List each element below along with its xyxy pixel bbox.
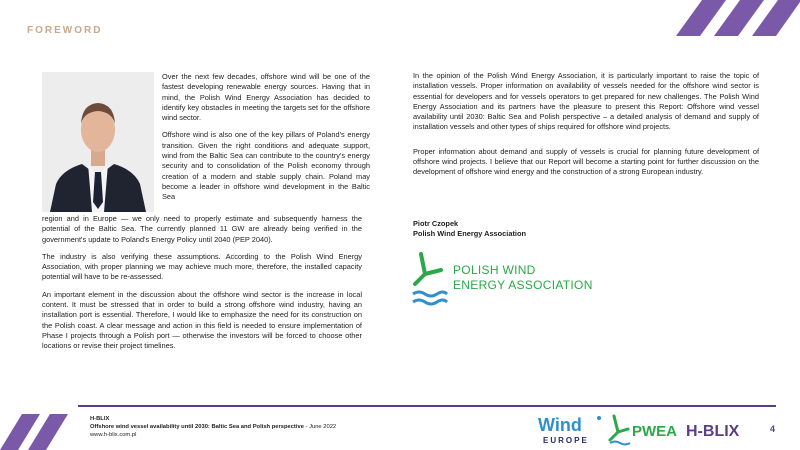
intro-column	[162, 72, 370, 210]
windeurope-subtext: EUROPE	[543, 436, 589, 445]
footer-info	[90, 415, 336, 440]
page-number: 4	[770, 424, 776, 434]
hblix-logo-text: H-BLIX	[686, 423, 740, 440]
left-column	[42, 214, 362, 359]
decorative-stripes-bottom	[0, 410, 70, 450]
paragraph: An important element in the discussion about the offshore wind sector is the increase in local content. It must be stressed that in order to build a strong offshore wind industry, having an installation port is essential. Therefore, I would like to emphasize the need for its construction on the Polish coast. A clear message and action in this field is needed to ensure implementation of Phase I projects through a Polish port — otherwise the investors will be forced to choose other locations or revise their project timelines.	[42, 289, 362, 351]
signature-name: Piotr Czopek	[413, 219, 459, 228]
pwea-logo-text	[453, 263, 593, 293]
author-portrait	[42, 72, 154, 212]
pwea-logo-line1: POLISH WIND	[453, 263, 536, 277]
partner-logos	[538, 412, 768, 446]
signature	[413, 219, 526, 240]
pwea-small-text: PWEA	[632, 423, 677, 440]
pwea-logo-line2: ENERGY ASSOCIATION	[453, 278, 593, 292]
windeurope-dot-icon	[597, 416, 601, 420]
footer-report-title: Offshore wind vessel availability until 2030: Baltic Sea and Polish perspective	[90, 424, 304, 431]
paragraph: Over the next few decades, offshore wind will be one of the fastest developing renewable energy sources. Having that in mind, the Polish Wind Energy Association has decided to identify key obstacles in meeting the targets set for the offshore wind sector.	[162, 72, 370, 123]
section-title: FOREWORD	[27, 25, 103, 36]
footer-company: H-BLIX	[90, 416, 110, 422]
paragraph: In the opinion of the Polish Wind Energy Association, it is particularly important to raise the topic of installation vessels. Proper information on availability of vessels needed for the offshore wind sector is essential for developers and for vessels operators to get prepared for new challenges. The Polish Wind Energy Association and its partners have the pleasure to present this Report: Offshore wind vessel availability until 2030: Baltic Sea and Polish perspective – a detailed analysis of demand and supply of installation vessels and other types of ships required for offshore wind projects.	[413, 71, 759, 132]
decorative-stripes-top	[670, 0, 800, 36]
right-column	[413, 71, 759, 192]
footer-url: www.h-blix.com.pl	[90, 432, 137, 439]
windeurope-logo-text: Wind	[538, 415, 582, 435]
paragraph: region and in Europe — we only need to properly estimate and subsequently harness the potential of the Baltic Sea. The currently planned 11 GW are already being verified in the government's update to Poland's Energy Policy until 2040 (PEP 2040).	[42, 214, 362, 244]
pwea-small-icon	[610, 416, 618, 440]
paragraph: The industry is also verifying these assumptions. According to the Polish Wind Energy Association, with proper planning we may achieve much more, therefore, the installed capacity potential will have to be re-assessed.	[42, 251, 362, 282]
signature-org: Polish Wind Energy Association	[413, 229, 526, 239]
footer-divider	[78, 405, 776, 407]
paragraph: Offshore wind is also one of the key pillars of Poland's energy transition. Given the right conditions and adequate support, wind from the Baltic Sea can contribute to the country's energy security and to consolidation of the Polish economy through creation of a modern and stable supply chain. Poland may become a leader in offshore wind development in the Baltic Sea	[162, 130, 370, 202]
footer-date: - June 2022	[303, 424, 337, 431]
paragraph: Proper information about demand and supply of vessels is crucial for planning future development of offshore wind projects. I believe that our Report will become a starting point for further discussion on the development of offshore wind energy and the construction of a strong European industry.	[413, 146, 759, 177]
